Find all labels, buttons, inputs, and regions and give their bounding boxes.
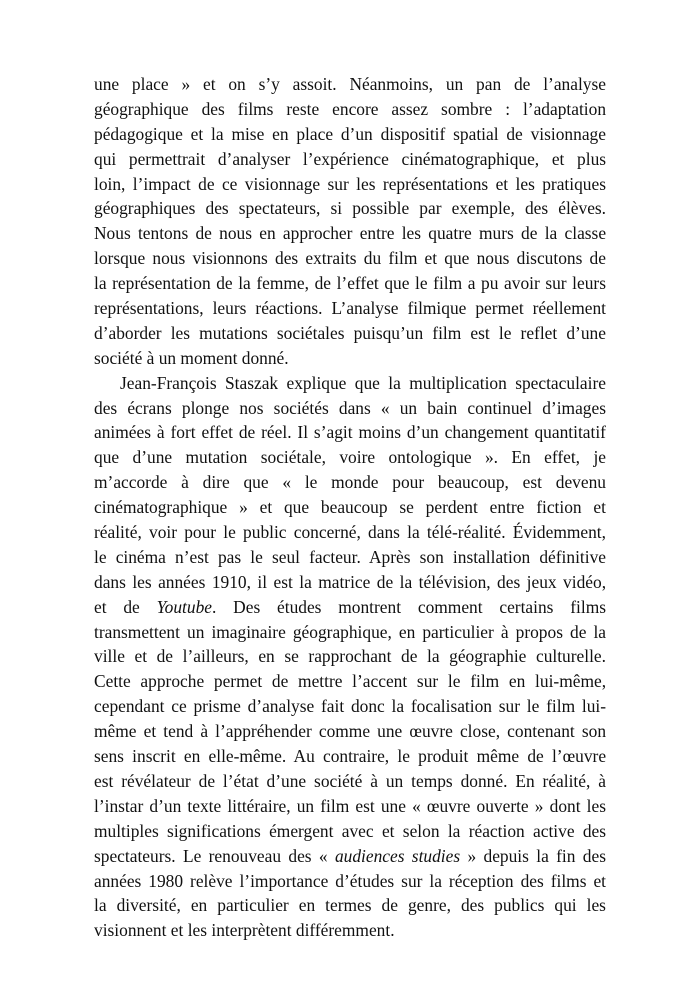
- text-line: [94, 396, 606, 421]
- text-run: est révélateur de l’état d’une société à un temps donné. En réalité, à: [94, 770, 606, 791]
- text-run: visionnent et les interprètent différemment.: [94, 920, 395, 941]
- text-line: [94, 495, 606, 520]
- text-run: années 1980 relève l’importance d’études sur la réception des films et: [94, 870, 606, 891]
- text-run: multiples significations émergent avec et selon la réaction active des: [94, 820, 607, 841]
- text-line: [94, 470, 606, 495]
- text-run: cependant ce prisme d’analyse fait donc la focalisation sur le film lui-: [94, 696, 607, 717]
- text-line: [94, 271, 606, 296]
- text-line: [94, 97, 606, 122]
- text-run: dans les années 1910, il est la matrice de la télévision, des jeux vidéo,: [94, 571, 607, 592]
- text-run: la représentation de la femme, de l’effet que le film a pu avoir sur leurs: [94, 273, 606, 294]
- text-line: [94, 694, 606, 719]
- text-run: lorsque nous visionnons des extraits du film et que nous discutons de: [94, 248, 606, 269]
- text-line: [94, 620, 606, 645]
- text-run: et de: [94, 596, 157, 617]
- text-run: animées à fort effet de réel. Il s’agit moins d’un changement quantitatif: [94, 422, 606, 443]
- text-line: [94, 570, 606, 595]
- text-run: réalité, voir pour le public concerné, dans la télé-réalité. Évidemment,: [94, 522, 606, 543]
- text-run: pédagogique et la mise en place d’un dispositif spatial de visionnage: [94, 123, 606, 144]
- text-line: [94, 595, 606, 620]
- text-line: [94, 893, 606, 918]
- text-run: transmettent un imaginaire géographique, en particulier à propos de la: [94, 621, 607, 642]
- text-line: [94, 246, 606, 271]
- text-run: géographique des films reste encore assez sombre : l’adaptation: [94, 98, 607, 119]
- text-line: [94, 72, 606, 97]
- text-run: Jean-François Staszak explique que la multiplication spectaculaire: [120, 372, 606, 393]
- text-run: ville et de l’ailleurs, en se rapprochant de la géographie culturelle.: [94, 646, 606, 667]
- text-run: l’instar d’un texte littéraire, un film est une « œuvre ouverte » dont les: [94, 795, 606, 816]
- text-run: . Des études montrent comment certains films: [212, 596, 607, 617]
- text-line: [94, 196, 606, 221]
- text-run: même et tend à l’appréhender comme une œuvre close, contenant son: [94, 721, 607, 742]
- text-line: [94, 545, 606, 570]
- text-run: m’accorde à dire que « le monde pour beaucoup, est devenu: [94, 472, 606, 493]
- paragraph-1: [94, 72, 606, 371]
- text-run: » depuis la fin des: [460, 845, 606, 866]
- text-run: des écrans plonge nos sociétés dans « un bain continuel d’images: [94, 397, 606, 418]
- text-line: [94, 869, 606, 894]
- italic-text: Youtube: [156, 596, 213, 617]
- text-line: [94, 420, 606, 445]
- text-run: une place » et on s’y assoit. Néanmoins, un pan de l’analyse: [94, 74, 606, 94]
- text-run: la diversité, en particulier en termes de genre, des publics qui les: [94, 895, 606, 916]
- text-line: [94, 296, 606, 321]
- paragraph-2: [94, 371, 606, 943]
- text-line: [94, 719, 606, 744]
- text-run: spectateurs. Le renouveau des «: [94, 845, 335, 866]
- document-page: [94, 72, 606, 943]
- text-line: [94, 172, 606, 197]
- text-line: [94, 794, 606, 819]
- text-line: [94, 644, 606, 669]
- text-line: [94, 918, 606, 943]
- text-run: société à un moment donné.: [94, 347, 289, 368]
- text-line: [94, 122, 606, 147]
- text-run: d’aborder les mutations sociétales puisqu’un film est le reflet d’une: [94, 322, 606, 343]
- italic-text: audiences studies: [334, 845, 461, 866]
- text-line: [94, 321, 606, 346]
- text-run: loin, l’impact de ce visionnage sur les représentations et les pratiques: [94, 173, 606, 194]
- text-run: Nous tentons de nous en approcher entre les quatre murs de la classe: [94, 223, 607, 244]
- text-line: [94, 346, 606, 371]
- text-run: cinématographique » et que beaucoup se perdent entre fiction et: [94, 497, 606, 518]
- text-run: représentations, leurs réactions. L’analyse filmique permet réellement: [94, 298, 607, 319]
- text-line: [94, 744, 606, 769]
- text-line: [94, 844, 606, 869]
- text-line: [94, 445, 606, 470]
- text-run: sens inscrit en elle-même. Au contraire, le produit même de l’œuvre: [94, 746, 607, 767]
- text-line: [94, 147, 606, 172]
- text-line: [94, 221, 606, 246]
- text-line: [94, 520, 606, 545]
- text-line: [94, 769, 606, 794]
- text-line: [94, 669, 606, 694]
- text-run: Cette approche permet de mettre l’accent sur le film en lui-même,: [94, 671, 607, 692]
- text-run: qui permettrait d’analyser l’expérience cinématographique, et plus: [94, 148, 607, 169]
- text-line: [94, 819, 606, 844]
- text-run: géographiques des spectateurs, si possible par exemple, des élèves.: [94, 198, 607, 219]
- text-run: le cinéma n’est pas le seul facteur. Après son installation définitive: [94, 546, 606, 567]
- text-run: que d’une mutation sociétale, voire ontologique ». En effet, je: [94, 447, 606, 468]
- text-line: [94, 371, 606, 396]
